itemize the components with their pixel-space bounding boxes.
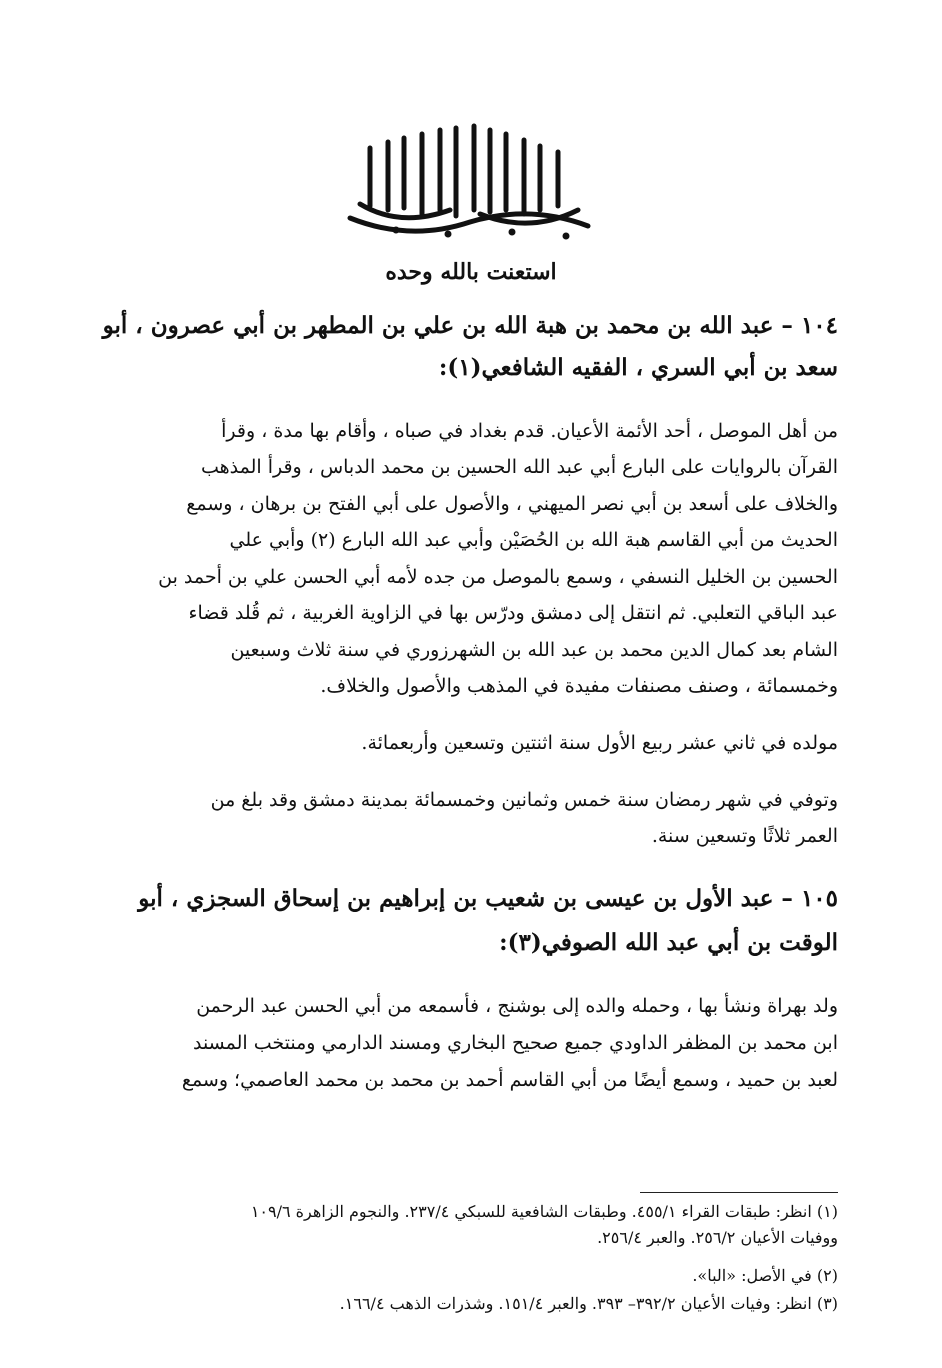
opening-heading: استعنت بالله وحده bbox=[385, 259, 557, 285]
entry-104-text-line: الحديث من أبي القاسم هبة الله بن الحُصَيْن وأبي عبد الله البارع (٢) وأبي علي bbox=[229, 529, 838, 551]
footnote-1-line-2: ووفيات الأعيان ٢٥٦/٢. والعبر ٢٥٦/٤. bbox=[597, 1228, 838, 1247]
entry-104-death-line: وتوفي في شهر رمضان سنة خمس وثمانين وخمسمائة بمدينة دمشق وقد بلغ من bbox=[210, 789, 838, 811]
entry-104-title-line-2: سعد بن أبي السري ، الفقيه الشافعي(١): bbox=[438, 354, 838, 381]
entry-104-text-line: الشام بعد كمال الدين محمد بن عبد الله بن الشهرزوري في سنة ثلاث وسبعين bbox=[230, 639, 838, 661]
entry-104-text-line: وخمسمائة ، وصنف مصنفات مفيدة في المذهب والأصول والخلاف. bbox=[320, 675, 838, 697]
entry-104-death-line: العمر ثلاثًا وتسعين سنة. bbox=[651, 825, 838, 847]
entry-105-title-line-2: الوقت بن أبي عبد الله الصوفي(٣): bbox=[499, 929, 838, 956]
entry-104-title-line-1: ١٠٤ – عبد الله بن محمد بن هبة الله بن علي بن المطهر بن أبي عصرون ، أبو bbox=[102, 312, 838, 339]
footnote-separator bbox=[640, 1192, 838, 1193]
basmala-calligraphy-icon bbox=[330, 118, 602, 250]
entry-104-birth-line: مولده في ثاني عشر ربيع الأول سنة اثنتين وتسعين وأربعمائة. bbox=[361, 732, 838, 754]
entry-104-text-line: القرآن بالروايات على البارع أبي عبد الله الحسين بن محمد الدباس ، وقرأ المذهب bbox=[200, 456, 838, 478]
entry-105-text-line: ولد بهراة ونشأ بها ، وحمله والده إلى بوشنج ، فأسمعه من أبي الحسن عبد الرحمن bbox=[196, 995, 838, 1017]
footnote-3: (٣) انظر: وفيات الأعيان ٣٩٢/٢– ٣٩٣. والعبر ١٥١/٤. وشذرات الذهب ١٦٦/٤. bbox=[339, 1294, 838, 1313]
footnote-1-line-1: (١) انظر: طبقات القراء ٤٥٥/١. وطبقات الشافعية للسبكي ٢٣٧/٤. والنجوم الزاهرة ١٠٩/٦ bbox=[250, 1202, 838, 1221]
entry-104-text-line: والخلاف على أسعد بن أبي نصر الميهني ، والأصول على أبي الفتح بن برهان ، وسمع bbox=[186, 493, 838, 515]
entry-105-text-line: لعبد بن حميد ، وسمع أيضًا من أبي القاسم أحمد بن محمد بن محمد العاصمي؛ وسمع bbox=[181, 1069, 838, 1091]
entry-105-text-line: ابن محمد بن المظفر الداودي جميع صحيح البخاري ومسند الدارمي ومنتخب المسند bbox=[192, 1032, 838, 1054]
entry-104-text-line: عبد الباقي التعلبي. ثم انتقل إلى دمشق ودرّس بها في الزاوية الغربية ، ثم قُلد قضاء bbox=[188, 602, 838, 624]
footnote-2: (٢) في الأصل: «البا». bbox=[692, 1266, 838, 1285]
entry-104-text-line: الحسين بن الخليل النسفي ، وسمع بالموصل من جده لأمه أبي الحسن علي بن أحمد بن bbox=[158, 566, 838, 588]
entry-104-text-line: من أهل الموصل ، أحد الأئمة الأعيان. قدم بغداد في صباه ، وأقام بها مدة ، وقرأ bbox=[221, 420, 838, 442]
entry-105-title-line-1: ١٠٥ – عبد الأول بن عيسى بن شعيب بن إبراهيم بن إسحاق السجزي ، أبو bbox=[138, 885, 838, 912]
